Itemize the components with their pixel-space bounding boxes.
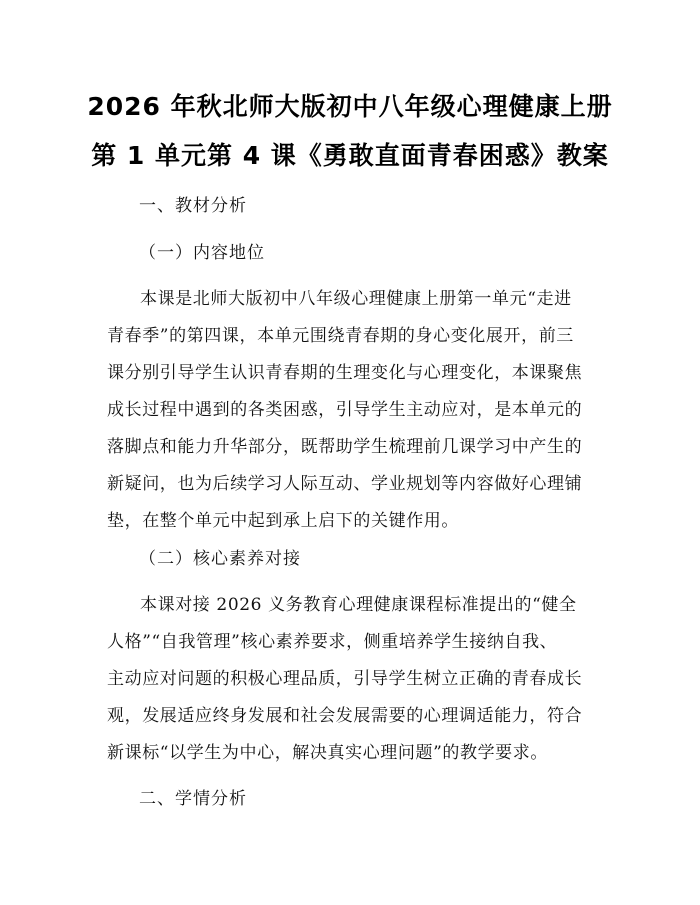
paragraph-content-position [107,281,597,540]
paragraph-line: 成长过程中遇到的各类困惑，引导学生主动应对，是本单元的 [107,400,583,420]
paragraph-line: 青春季”的第四课，本单元围绕青春期的身心变化展开，前三 [107,326,574,346]
paragraph-line: 观，发展适应终身发展和社会发展需要的心理调适能力，符合 [107,706,583,726]
paragraph-line: 课分别引导学生认识青春期的生理变化与心理变化，本课聚焦 [107,363,583,383]
paragraph-line: 落脚点和能力升华部分，既帮助学生梳理前几课学习中产生的 [107,437,583,457]
document-title-line-2: 第 1 单元第 4 课《勇敢直面青春困惑》教案 [91,141,609,170]
section-heading-learner-analysis: 二、学情分析 [139,789,247,809]
paragraph-core-literacy [107,587,597,772]
paragraph-line: 新疑问，也为后续学习人际互动、学业规划等内容做好心理铺 [107,474,583,494]
paragraph-line: 人格”“自我管理”核心素养要求，侧重培养学生接纳自我、 [107,632,558,652]
document-title-line-1: 2026 年秋北师大版初中八年级心理健康上册 [87,92,613,121]
subsection-heading-core-literacy: （二）核心素养对接 [139,549,301,569]
paragraph-line: 新课标“以学生为中心，解决真实心理问题”的教学要求。 [107,743,548,763]
paragraph-line: 本课对接 2026 义务教育心理健康课程标准提出的“健全 [140,595,577,615]
paragraph-line: 本课是北师大版初中八年级心理健康上册第一单元“走进 [140,289,572,309]
section-heading-textbook-analysis: 一、教材分析 [139,196,247,216]
paragraph-line: 主动应对问题的积极心理品质，引导学生树立正确的青春成长 [107,669,583,689]
subsection-heading-content-position: （一）内容地位 [139,243,265,263]
paragraph-line: 垫，在整个单元中起到承上启下的关键作用。 [107,511,459,531]
